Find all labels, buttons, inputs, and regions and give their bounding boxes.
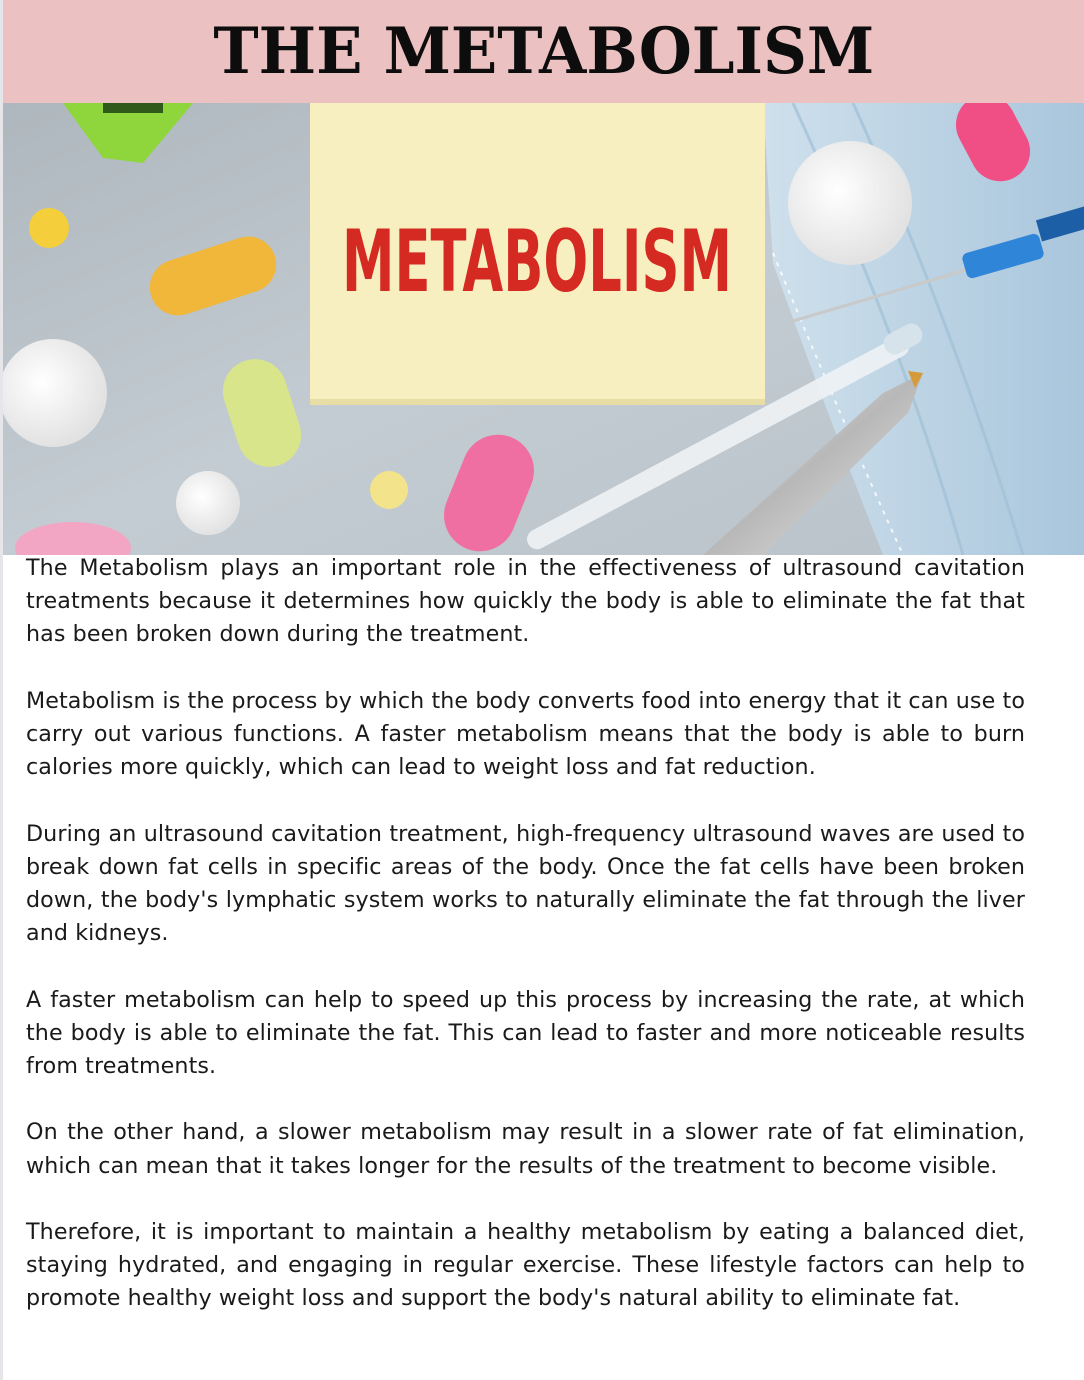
page-title: THE METABOLISM	[213, 13, 874, 89]
article-paragraph: On the other hand, a slower metabolism may result in a slower rate of fat elimination, which can mean that it takes longer for the results of the treatment to become visible.	[26, 1119, 1025, 1179]
article-paragraph: During an ultrasound cavitation treatment, high-frequency ultrasound waves are used to break down fat cells in specific areas of the body. Once the fat cells have been broken down, the body's lymphatic system works to naturally eliminate the fat through the liver and kidneys.	[26, 820, 1025, 947]
article-paragraph: Therefore, it is important to maintain a healthy metabolism by eating a balanced diet, staying hydrated, and engaging in regular exercise. These lifestyle factors can help to promote healthy weight loss and support the body's natural ability to eliminate fat.	[26, 1218, 1025, 1312]
sticky-note-text: METABOLISM	[342, 212, 732, 312]
article-paragraph: Metabolism is the process by which the body converts food into energy that it can use to carry out various functions. A faster metabolism means that the body is able to burn calories more quickly, which can lead to weight loss and fat reduction.	[26, 687, 1025, 781]
white-tablet-large	[3, 339, 107, 447]
article-paragraph: A faster metabolism can help to speed up this process by increasing the rate, at which the body is able to eliminate the fat. This can lead to faster and more noticeable results from treatments.	[26, 986, 1025, 1079]
article-body	[26, 552, 1025, 1349]
yellow-tablet-bottom	[370, 471, 408, 509]
hero-image	[3, 103, 1084, 555]
article-paragraph: The Metabolism plays an important role in the effectiveness of ultrasound cavitation treatments because it determines how quickly the body is able to eliminate the fat that has been broken down during the treatment.	[26, 555, 1025, 648]
white-tablet-small	[176, 471, 240, 535]
page-header	[3, 0, 1084, 103]
white-tablet-right	[788, 141, 912, 265]
yellow-tablet-small	[29, 208, 69, 248]
